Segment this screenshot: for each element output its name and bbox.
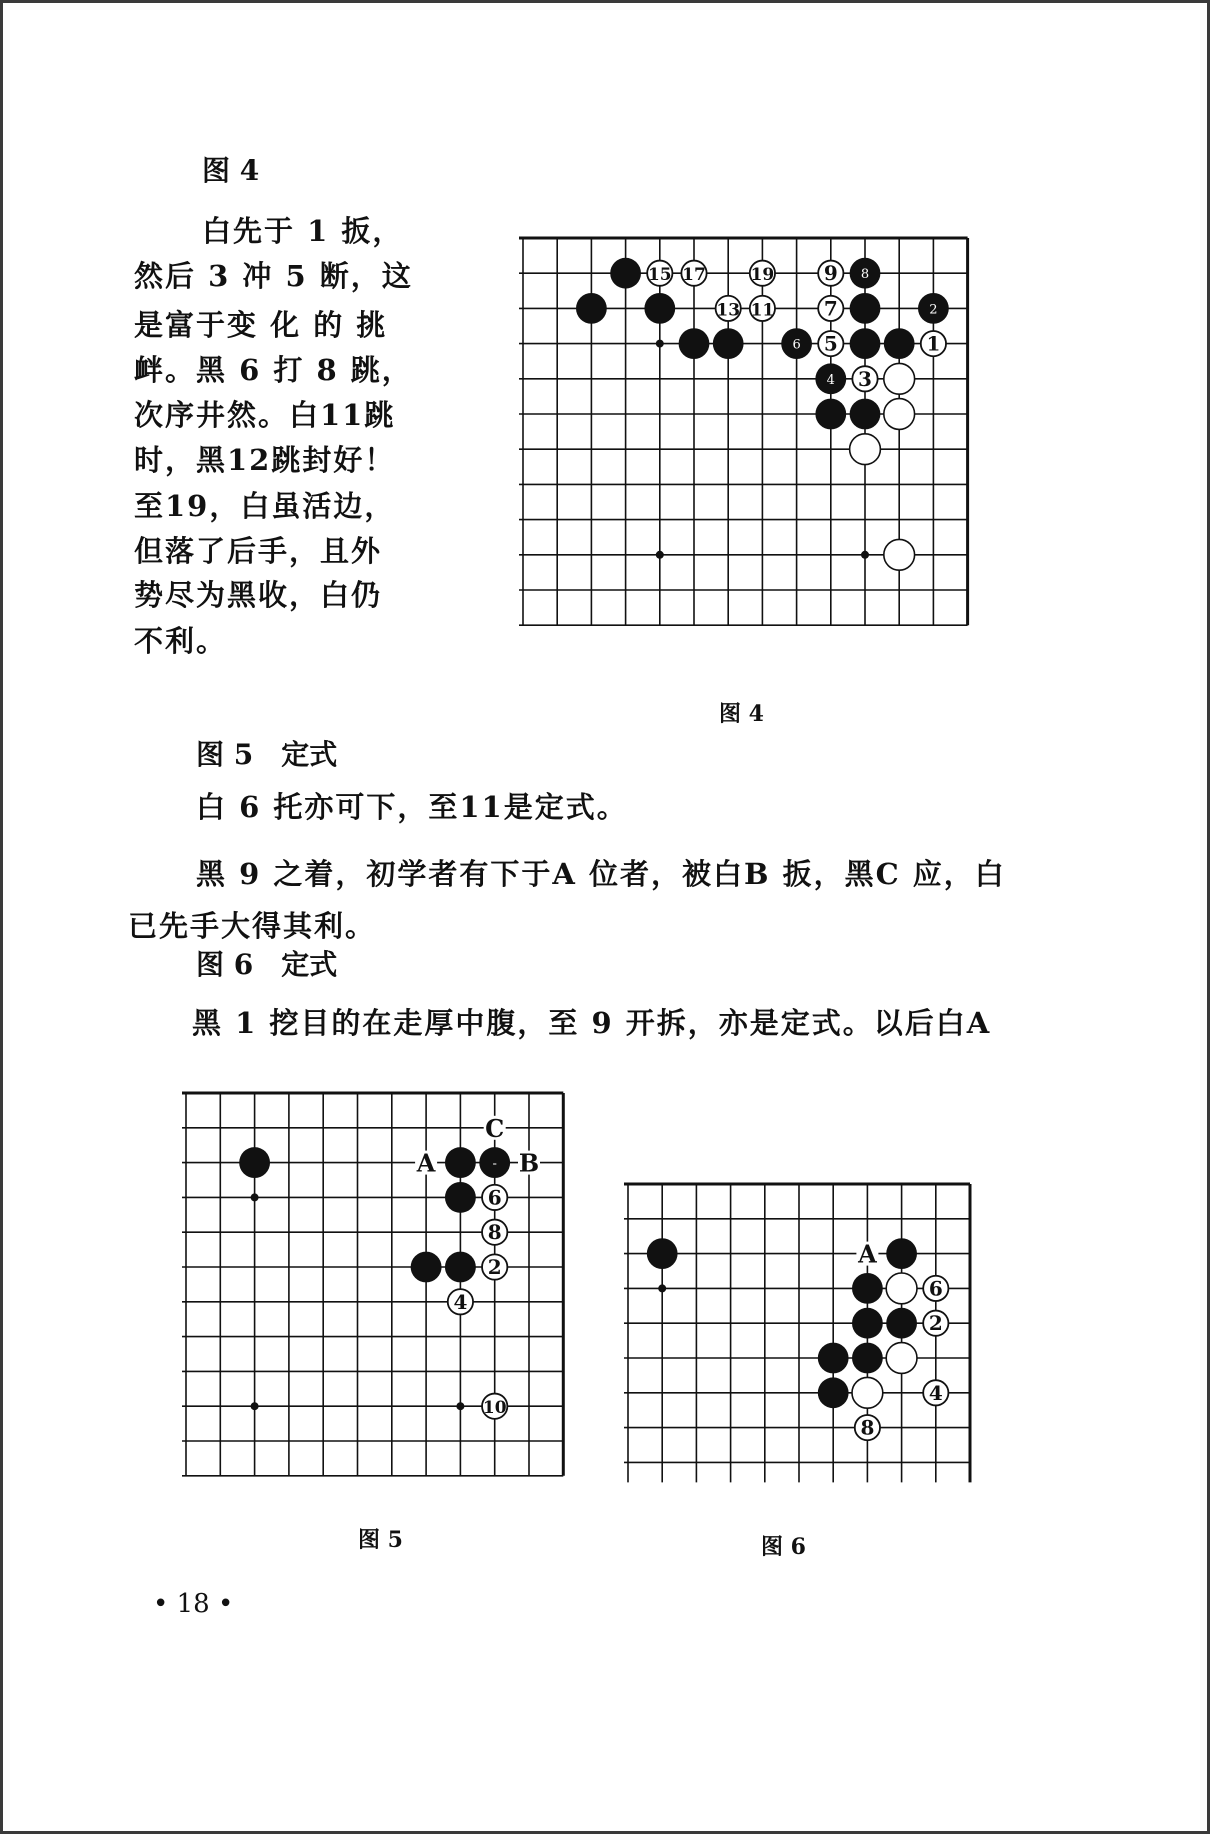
stone-number: 2 bbox=[929, 302, 938, 318]
point-label: A bbox=[858, 1239, 877, 1269]
point-label: C bbox=[485, 1113, 505, 1143]
stone-number: 8 bbox=[860, 1415, 875, 1440]
stone-number: 4 bbox=[453, 1289, 468, 1314]
stone-number: 3 bbox=[858, 366, 872, 391]
black-stone bbox=[445, 1147, 476, 1178]
black-stone bbox=[852, 1308, 883, 1339]
black-stone bbox=[886, 1238, 917, 1269]
stone-number: 10 bbox=[482, 1398, 507, 1419]
black-stone bbox=[713, 328, 744, 359]
black-stone bbox=[818, 1377, 849, 1408]
white-stone bbox=[884, 363, 915, 394]
fig4-text-line: 势尽为黑收，白仍 bbox=[134, 578, 383, 612]
star-point bbox=[861, 551, 869, 559]
black-stone bbox=[411, 1252, 442, 1283]
stone-number: 2 bbox=[928, 1311, 943, 1336]
white-stone bbox=[884, 539, 915, 570]
black-stone bbox=[647, 1238, 678, 1269]
fig4-caption: 图 4 bbox=[719, 701, 764, 727]
stone-number: 8 bbox=[487, 1220, 502, 1245]
fig4-text-line: 白先于 1 扳， bbox=[202, 214, 404, 248]
fig5-text-line: 已先手大得其利。 bbox=[128, 909, 377, 943]
white-stone bbox=[850, 434, 881, 465]
go-board-fig6 bbox=[624, 1184, 970, 1482]
point-label: A bbox=[416, 1148, 436, 1178]
black-stone bbox=[850, 328, 881, 359]
stone-number: 15 bbox=[647, 265, 672, 286]
fig5-text-line: 白 6 托亦可下，至11是定式。 bbox=[196, 790, 628, 824]
black-stone bbox=[576, 293, 607, 324]
page-number: • 18 • bbox=[153, 1589, 234, 1619]
fig4-text-line: 然后 3 冲 5 断，这 bbox=[134, 259, 413, 293]
fig5-heading: 图 5 定式 bbox=[196, 738, 338, 771]
black-stone bbox=[445, 1182, 476, 1213]
fig4-text-line: 不利。 bbox=[134, 624, 228, 658]
star-point bbox=[251, 1402, 259, 1410]
star-point bbox=[656, 340, 664, 348]
black-stone bbox=[815, 399, 846, 430]
stone-number: 6 bbox=[928, 1276, 943, 1301]
stone-number: 9 bbox=[823, 261, 838, 286]
black-stone bbox=[850, 293, 881, 324]
fig6-heading: 图 6 定式 bbox=[196, 948, 338, 981]
go-diagrams bbox=[3, 3, 1210, 1834]
fig4-text-line: 时，黑12跳封好！ bbox=[134, 443, 396, 477]
stone-number: 7 bbox=[823, 296, 838, 321]
stone-number: 6 bbox=[792, 337, 801, 353]
white-stone bbox=[884, 399, 915, 430]
black-stone bbox=[610, 258, 641, 289]
black-stone bbox=[884, 328, 915, 359]
fig4-text-line: 次序井然。白11跳 bbox=[134, 398, 396, 432]
stone-number: 1 bbox=[926, 331, 941, 356]
stone-number: 4 bbox=[826, 372, 835, 388]
go-board-fig5 bbox=[182, 1093, 563, 1476]
stone-number: 2 bbox=[487, 1255, 502, 1279]
black-stone bbox=[445, 1252, 476, 1283]
black-stone bbox=[679, 328, 710, 359]
fig5-caption: 图 5 bbox=[358, 1527, 403, 1553]
fig6-caption: 图 6 bbox=[761, 1534, 806, 1560]
fig4-heading: 图 4 bbox=[202, 154, 260, 187]
stone-number: 19 bbox=[750, 265, 775, 286]
black-stone bbox=[852, 1273, 883, 1304]
fig6-text-line: 黑 1 挖目的在走厚中腹，至 9 开拆，亦是定式。以后白A bbox=[192, 1006, 992, 1040]
star-point bbox=[456, 1402, 464, 1410]
fig4-text-line: 是富于变 化 的 挑 bbox=[134, 308, 388, 342]
fig5-text-line: 黑 9 之着，初学者有下于A 位者，被白B 扳，黑C 应，白 bbox=[196, 857, 1006, 891]
point-label: B bbox=[518, 1148, 540, 1178]
star-point bbox=[658, 1284, 666, 1292]
stone-number: 11 bbox=[750, 300, 775, 321]
fig4-text-line: 但落了后手，且外 bbox=[134, 534, 383, 568]
stone-number: 17 bbox=[682, 265, 706, 286]
star-point bbox=[656, 551, 664, 559]
black-stone bbox=[886, 1308, 917, 1339]
black-stone bbox=[850, 399, 881, 430]
stone-number: 13 bbox=[716, 300, 741, 321]
go-board-fig4 bbox=[519, 238, 968, 625]
black-stone bbox=[644, 293, 675, 324]
stone-number: 5 bbox=[823, 331, 838, 356]
stone-number: 6 bbox=[487, 1185, 502, 1210]
stone-number: - bbox=[492, 1156, 497, 1172]
fig4-text-line: 衅。黑 6 打 8 跳， bbox=[134, 353, 413, 387]
star-point bbox=[251, 1193, 259, 1201]
white-stone bbox=[886, 1343, 917, 1374]
black-stone bbox=[818, 1343, 849, 1374]
black-stone bbox=[239, 1147, 270, 1178]
fig4-text-line: 至19，白虽活边， bbox=[134, 489, 396, 523]
white-stone bbox=[852, 1377, 883, 1408]
black-stone bbox=[852, 1343, 883, 1374]
stone-number: 8 bbox=[860, 267, 870, 283]
white-stone bbox=[886, 1273, 917, 1304]
stone-number: 4 bbox=[928, 1380, 943, 1405]
